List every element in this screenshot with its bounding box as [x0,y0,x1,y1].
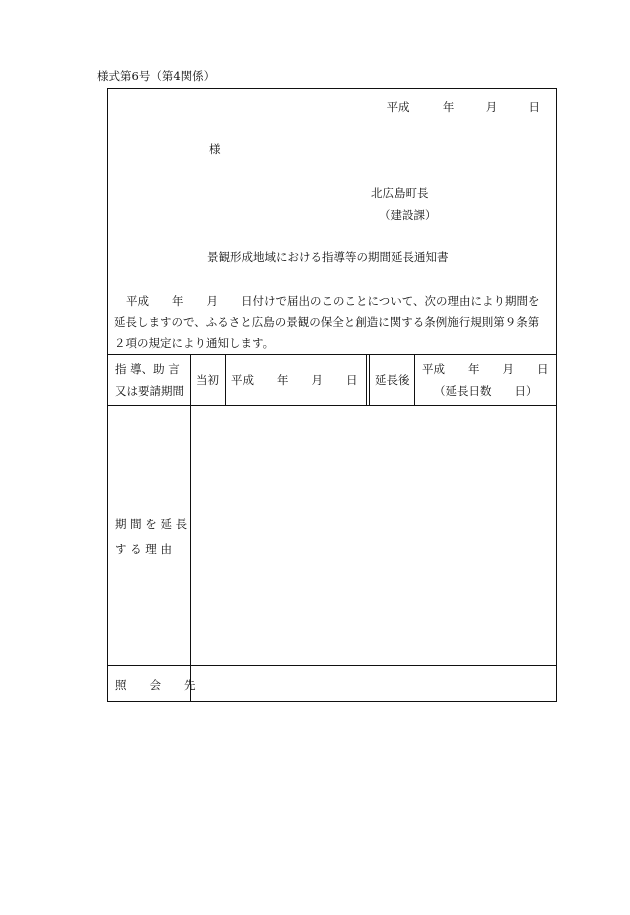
extended-days: （延長日数 日） [434,384,538,398]
reason-label-line-2: す る 理 由 [115,542,172,556]
contact-field[interactable] [198,671,550,697]
initial-label: 当初 [196,373,219,387]
date-era: 平成 [386,100,410,114]
extended-label-divider [414,354,415,405]
notice-line-3: ２項の規定により通知します。 [114,336,275,350]
date-year: 年 [442,100,455,114]
initial-date-divider-double [369,354,370,405]
extended-label: 延長後 [375,373,410,387]
issuer-name: 北広島町長 [371,186,429,200]
reason-label-line-1: 期 間 を 延 長 [115,517,188,531]
period-label-line-1: 指 導、助 言 [115,362,180,376]
issuer-department: （建設課） [379,208,437,222]
date-month: 月 [485,100,498,114]
table-top-border [108,354,556,355]
contact-label: 照 会 先 [115,678,196,692]
form-number: 様式第6号（第4関係） [97,69,216,83]
notice-line-1: 平成 年 月 日付けで届出のこのことについて、次の理由により期間を [126,294,540,308]
label-column-divider [190,354,191,702]
recipient-suffix: 様 [209,142,221,156]
date-day: 日 [528,100,540,114]
period-row-border [108,405,556,406]
issue-date [387,99,540,115]
reason-row-border [108,665,556,666]
form-frame [107,88,557,702]
notice-line-2: 延長しますので、ふるさと広島の景観の保全と創造に関する条例施行規則第９条第 [114,315,540,329]
initial-date-divider [366,354,367,405]
document-title: 景観形成地域における指導等の期間延長通知書 [207,250,449,264]
initial-label-divider [225,354,226,405]
initial-date: 平成 年 月 日 [231,373,358,387]
reason-field[interactable] [198,411,550,659]
notice-body [114,291,554,354]
extended-date: 平成 年 月 日 [422,362,549,376]
period-label-line-2: 又は要請期間 [115,384,184,398]
